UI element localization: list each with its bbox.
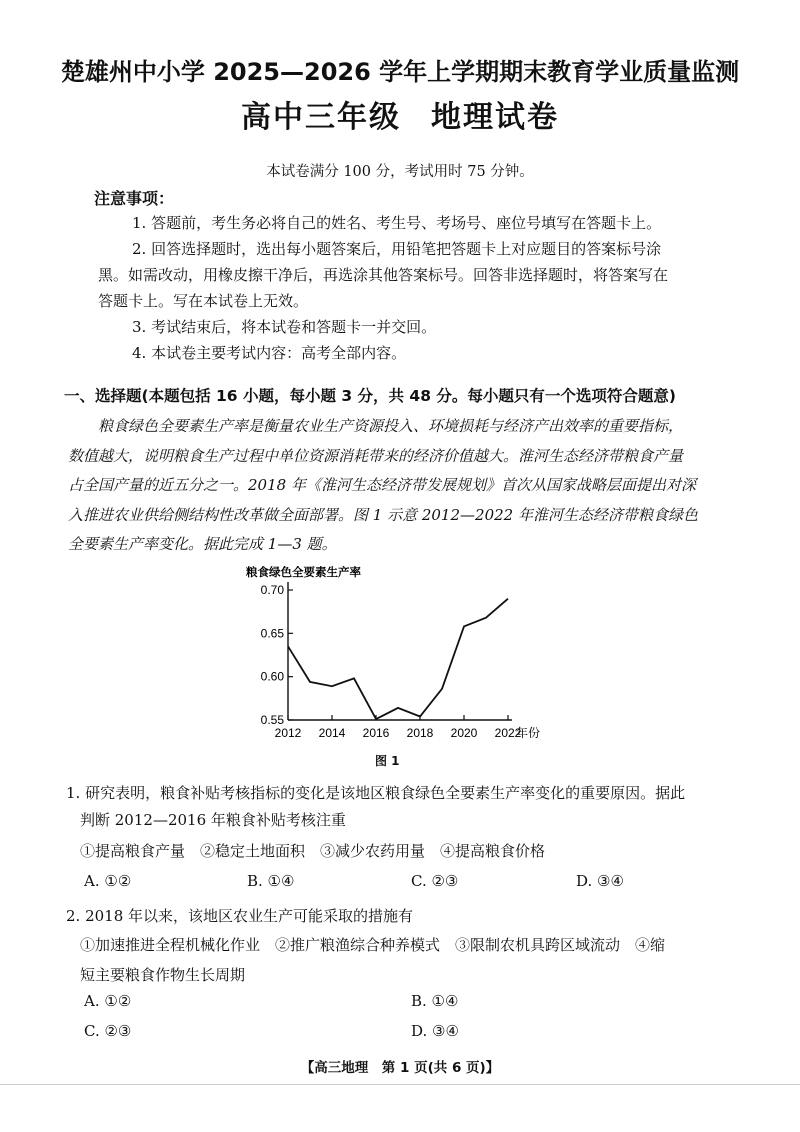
question-2	[66, 902, 756, 990]
section-heading: 一、选择题(本题包括 16 小题，每小题 3 分，共 48 分。每小题只有一个选项符合题意)	[64, 387, 676, 405]
passage-line: 全要素生产率变化。据此完成 1—3 题。	[68, 535, 337, 553]
question-1	[66, 780, 756, 865]
exam-title-line2	[0, 92, 800, 136]
option-c[interactable]: C. ②③	[84, 1022, 132, 1040]
passage	[68, 412, 748, 560]
y-tick-label: 0.60	[260, 669, 284, 684]
question-stem: 1. 研究表明，粮食补贴考核指标的变化是该地区粮食绿色全要素生产率变化的重要原因。据此	[66, 784, 686, 802]
passage-line: 粮食绿色全要素生产率是衡量农业生产资源投入、环境损耗与经济产出效率的重要指标，	[98, 417, 684, 435]
option-a[interactable]: A. ①②	[84, 872, 132, 890]
option-a[interactable]: A. ①②	[84, 992, 132, 1010]
question-items: ①加速推进全程机械化作业 ②推广粮渔综合种养模式 ③限制农机具跨区域流动 ④缩	[80, 936, 666, 954]
notice-line: 3. 考试结束后，将本试卷和答题卡一并交回。	[132, 318, 437, 336]
question-stem: 2. 2018 年以来，该地区农业生产可能采取的措施有	[66, 907, 414, 925]
x-tick-label: 2012	[274, 726, 302, 740]
notice-line: 答题卡上。写在本试卷上无效。	[98, 292, 309, 310]
line-chart	[230, 560, 570, 770]
question-stem: 判断 2012—2016 年粮食补贴考核注重	[80, 811, 346, 829]
notice-line: 1. 答题前，考生务必将自己的姓名、考生号、考场号、座位号填写在答题卡上。	[132, 214, 662, 232]
option-b[interactable]: B. ①④	[411, 992, 459, 1010]
notice-heading: 注意事项：	[94, 189, 175, 208]
figure-caption: 图 1	[375, 754, 400, 768]
question-items: 短主要粮食作物生长周期	[80, 966, 246, 984]
y-tick-label: 0.65	[260, 626, 284, 641]
y-tick-label: 0.55	[260, 713, 284, 727]
question-items: ①提高粮食产量 ②稳定土地面积 ③减少农药用量 ④提高粮食价格	[80, 842, 546, 860]
x-tick-label: 2020	[450, 726, 478, 740]
notice-body	[98, 210, 718, 366]
passage-line: 数值越大，说明粮食生产过程中单位资源消耗带来的经济价值越大。淮河生态经济带粮食产量	[68, 446, 684, 465]
y-tick-label: 0.70	[260, 583, 284, 597]
option-d[interactable]: D. ③④	[576, 872, 624, 890]
notice-line: 2. 回答选择题时，选出每小题答案后，用铅笔把答题卡上对应题目的答案标号涂	[132, 240, 662, 258]
notice-line: 4. 本试卷主要考试内容：高考全部内容。	[132, 344, 407, 362]
figure-1	[230, 560, 570, 774]
footer-divider	[0, 1084, 800, 1085]
series-line	[288, 599, 508, 719]
x-tick-label: 2014	[318, 726, 346, 740]
option-b[interactable]: B. ①④	[247, 872, 295, 890]
option-c[interactable]: C. ②③	[411, 872, 459, 890]
x-axis-label: 年份	[516, 726, 541, 740]
x-tick-label: 2018	[406, 726, 434, 740]
exam-title-line1: 楚雄州中小学 2025—2026 学年上学期期末教育学业质量监测	[60, 58, 740, 86]
y-axis-label: 粮食绿色全要素生产率	[246, 567, 361, 579]
page-footer: 【高三地理 第 1 页(共 6 页)】	[300, 1060, 500, 1076]
x-tick-label: 2022	[494, 726, 522, 740]
passage-line: 入推进农业供给侧结构性改革做全面部署。图 1 示意 2012—2022 年淮河生态经济带粮食绿色	[68, 505, 698, 524]
exam-meta: 本试卷满分 100 分，考试用时 75 分钟。	[266, 164, 534, 180]
passage-line: 占全国产量的近五分之一。2018 年《淮河生态经济带发展规划》首次从国家战略层面提出对深	[68, 476, 696, 494]
grade-label: 高中三年级	[241, 100, 401, 135]
subject-label: 地理试卷	[431, 100, 559, 135]
x-tick-label: 2016	[362, 726, 390, 740]
notice-line: 黑。如需改动，用橡皮擦干净后，再选涂其他答案标号。回答非选择题时，将答案写在	[98, 266, 669, 284]
option-d[interactable]: D. ③④	[411, 1022, 459, 1040]
